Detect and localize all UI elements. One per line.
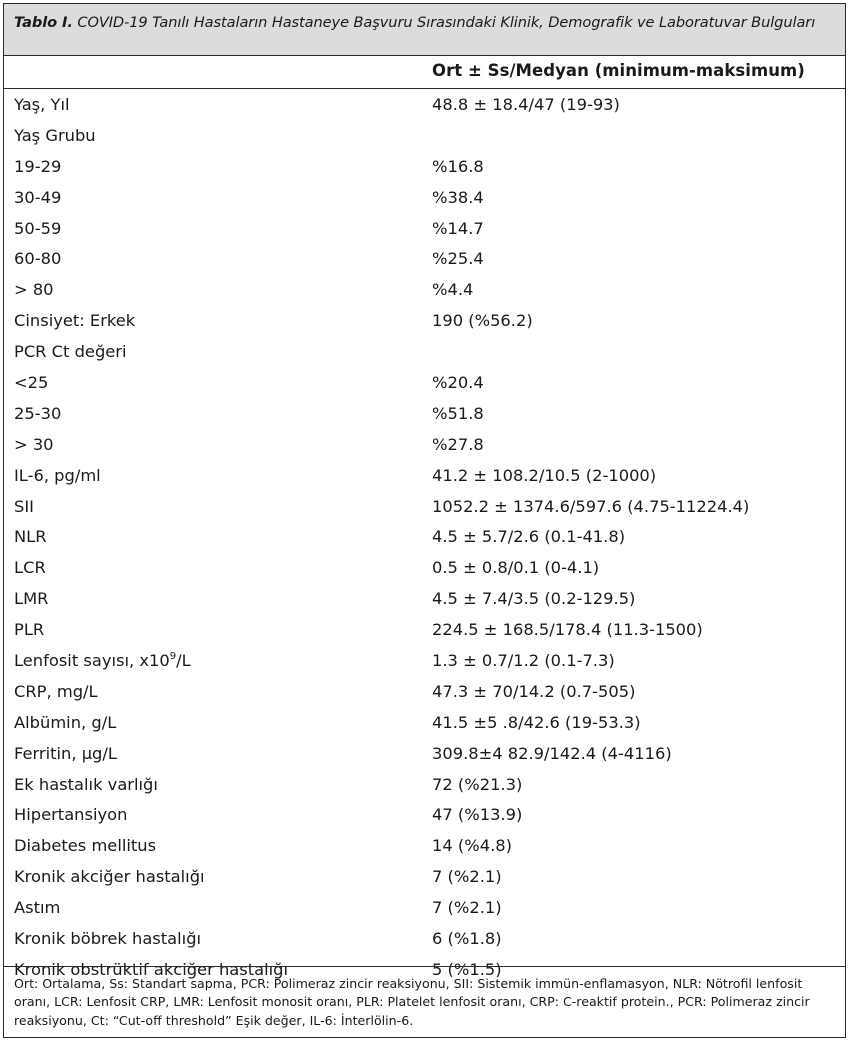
table-row [4, 771, 845, 802]
row-value: %14.7 [432, 218, 484, 238]
row-value: %51.8 [432, 403, 484, 423]
row-label: Yaş Grubu [14, 125, 96, 145]
header-col-value: Ort ± Ss/Medyan (minimum-maksimum) [432, 61, 805, 80]
row-value: 47 (%13.9) [432, 805, 523, 825]
row-value: 4.5 ± 7.4/3.5 (0.2-129.5) [432, 589, 636, 609]
row-value: 48.8 ± 18.4/47 (19-93) [432, 95, 620, 114]
row-label: Kronik akciğer hastalığı [14, 867, 205, 887]
row-label: > 30 [14, 434, 54, 454]
row-value: 309.8±4 82.9/142.4 (4-4116) [432, 743, 672, 763]
row-label: LCR [14, 558, 46, 578]
row-value: %16.8 [432, 156, 484, 176]
table-caption [4, 4, 845, 56]
table-footnote: Ort: Ortalama, Ss: Standart sapma, PCR: Polimeraz zincir reaksiyonu, SII: Sistemik immün-enflamasyon, NLR: Nötrofil lenfosit oranı, LCR: Lenfosit CRP, LMR: Lenfosit monosit oranı, PLR: Platelet lenfosit oranı, CRP: C-reaktif protein., PCR: Polimeraz zincir reaksiyonu, Ct: “Cut-off threshold” Eşik değer, IL-6: İnterlölin-6. [4, 966, 845, 1037]
row-value: %20.4 [432, 373, 484, 393]
row-value: %38.4 [432, 187, 484, 207]
row-value: 190 (%56.2) [432, 311, 533, 331]
table-row [4, 276, 845, 307]
table-row [4, 678, 845, 709]
row-value: 5 (%1.5) [432, 959, 502, 979]
table-row [4, 184, 845, 215]
table-row [4, 338, 845, 369]
row-value: %4.4 [432, 280, 474, 300]
table-row [4, 832, 845, 863]
row-value: 224.5 ± 168.5/178.4 (11.3-1500) [432, 620, 703, 640]
row-label: Kronik böbrek hastalığı [14, 929, 202, 949]
row-label-superscript: 9 [169, 650, 177, 662]
row-label: > 80 [14, 280, 54, 300]
table-row [4, 431, 845, 462]
row-label: PLR [14, 620, 45, 640]
row-value: 7 (%2.1) [432, 867, 502, 887]
row-label: 50-59 [14, 218, 62, 238]
table-title: COVID-19 Tanılı Hastaların Hastaneye Başvuru Sırasındaki Klinik, Demografik ve Laboratuvar Bulguları [72, 14, 816, 31]
table-row [4, 307, 845, 338]
row-label: Hipertansiyon [14, 805, 128, 825]
row-value: 14 (%4.8) [432, 836, 512, 856]
row-label: 25-30 [14, 403, 62, 423]
table-frame [3, 3, 846, 1038]
row-label-unit: /L [176, 651, 191, 671]
table-row [4, 245, 845, 276]
row-label: Albümin, g/L [14, 712, 117, 732]
table-row [4, 585, 845, 616]
table-header-row [4, 56, 845, 89]
row-value: 41.5 ±5 .8/42.6 (19-53.3) [432, 712, 641, 732]
row-value: 6 (%1.8) [432, 929, 502, 949]
row-label: 60-80 [14, 249, 62, 269]
table-row [4, 91, 845, 122]
table-row [4, 616, 845, 647]
row-label-text: Lenfosit sayısı, x10 [14, 651, 170, 671]
table-row [4, 153, 845, 184]
row-label [14, 651, 191, 670]
table-row [4, 925, 845, 956]
table-row [4, 863, 845, 894]
row-label: Ferritin, µg/L [14, 743, 117, 763]
table-row [4, 801, 845, 832]
row-value: 72 (%21.3) [432, 774, 523, 794]
table-row [4, 740, 845, 771]
row-label: Yaş, Yıl [14, 95, 70, 114]
row-label: CRP, mg/L [14, 681, 98, 701]
row-value: 0.5 ± 0.8/0.1 (0-4.1) [432, 558, 600, 578]
table-row [4, 647, 845, 678]
row-value: 1.3 ± 0.7/1.2 (0.1-7.3) [432, 651, 615, 671]
row-value: 4.5 ± 5.7/2.6 (0.1-41.8) [432, 527, 626, 547]
table-row [4, 493, 845, 524]
row-label: <25 [14, 373, 49, 393]
table-row [4, 369, 845, 400]
row-value: %27.8 [432, 434, 484, 454]
row-value: 1052.2 ± 1374.6/597.6 (4.75-11224.4) [432, 496, 750, 516]
table-row [4, 462, 845, 493]
table-row [4, 400, 845, 431]
table-row [4, 554, 845, 585]
row-label: SII [14, 496, 34, 516]
row-label: PCR Ct değeri [14, 342, 127, 362]
row-label: Diabetes mellitus [14, 836, 157, 856]
row-label: Cinsiyet: Erkek [14, 311, 136, 331]
row-label: Astım [14, 898, 61, 918]
row-label: LMR [14, 589, 49, 609]
table-row [4, 709, 845, 740]
table-row [4, 523, 845, 554]
table-row [4, 122, 845, 153]
table-number: Tablo I. [14, 14, 73, 31]
row-value: 41.2 ± 108.2/10.5 (2-1000) [432, 465, 657, 485]
table-row [4, 894, 845, 925]
row-value: 47.3 ± 70/14.2 (0.7-505) [432, 681, 636, 701]
row-label: IL-6, pg/ml [14, 465, 101, 485]
row-label: 30-49 [14, 187, 62, 207]
row-label: Kronik obstrüktif akciğer hastalığı [14, 959, 288, 979]
row-value: 7 (%2.1) [432, 898, 502, 918]
table-body [4, 89, 845, 987]
row-label: NLR [14, 527, 47, 547]
table-row [4, 215, 845, 246]
row-label: Ek hastalık varlığı [14, 774, 158, 794]
row-value: %25.4 [432, 249, 484, 269]
row-label: 19-29 [14, 156, 62, 176]
